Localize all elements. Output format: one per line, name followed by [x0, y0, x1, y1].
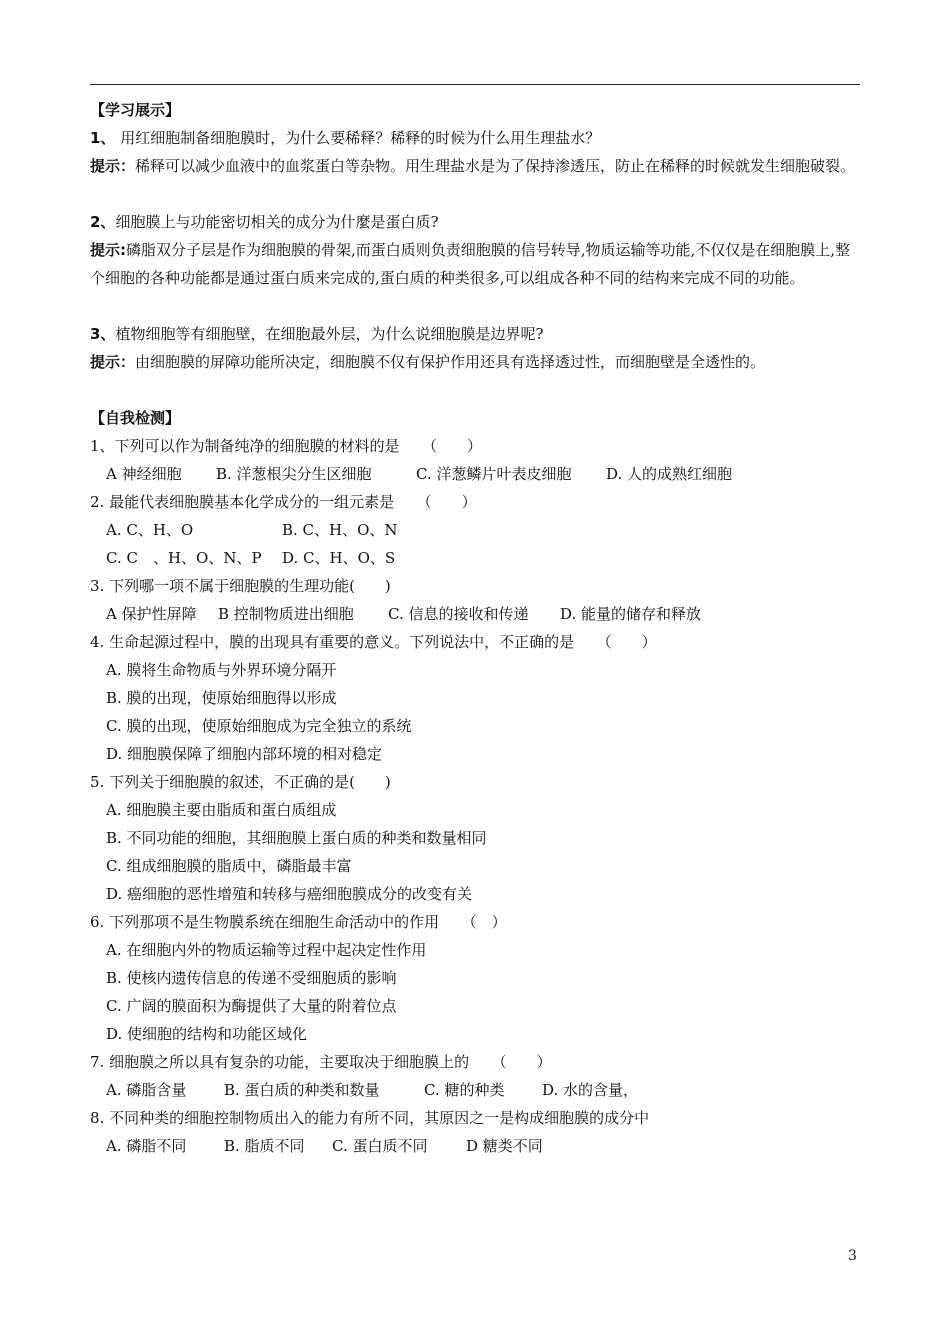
options-row — [90, 1076, 860, 1104]
options-row — [90, 460, 860, 488]
test-question-4: 4. 生命起源过程中，膜的出现具有重要的意义。下列说法中，不正确的是 （ ） — [90, 633, 657, 651]
document-body — [90, 96, 860, 1160]
test-question-2: 2. 最能代表细胞膜基本化学成分的一组元素是 （ ） — [90, 493, 477, 511]
study-hint-3 — [90, 348, 860, 376]
option-a: A. 细胞膜主要由脂质和蛋白质组成 — [106, 801, 337, 819]
option-a: A. C、H、O — [106, 521, 194, 539]
study-question-3 — [90, 320, 860, 348]
question-number: 2、 — [90, 213, 116, 231]
question-number: 1、 — [90, 129, 116, 147]
option-a: A. 磷脂不同 — [106, 1137, 187, 1155]
option-b: B 控制物质进出细胞 — [218, 605, 354, 623]
hint-label: 提示: — [90, 241, 126, 259]
hint-text: 稀释可以减少血液中的血浆蛋白等杂物。用生理盐水是为了保持渗透压，防止在稀释的时候就发生细胞破裂。 — [135, 157, 856, 175]
page-number: 3 — [848, 1248, 857, 1264]
option-b: B. C、H、O、N — [282, 521, 398, 539]
options-row — [90, 516, 860, 544]
option-c: C. 蛋白质不同 — [332, 1137, 428, 1155]
option-a: A. 在细胞内外的物质运输等过程中起决定性作用 — [106, 941, 427, 959]
option-b: B. 脂质不同 — [224, 1137, 305, 1155]
hint-label: 提示： — [90, 353, 136, 371]
question-text: 植物细胞等有细胞壁，在细胞最外层，为什么说细胞膜是边界呢? — [115, 325, 544, 343]
section-title-test: 【自我检测】 — [90, 409, 181, 427]
option-b: B. 洋葱根尖分生区细胞 — [216, 465, 372, 483]
test-question-5: 5. 下列关于细胞膜的叙述，不正确的是( ) — [90, 773, 391, 791]
hint-label: 提示： — [90, 157, 136, 175]
option-b: B. 使核内遗传信息的传递不受细胞质的影响 — [106, 969, 397, 987]
options-row — [90, 600, 860, 628]
study-hint-1 — [90, 152, 860, 180]
option-d: D. 人的成熟红细胞 — [606, 465, 733, 483]
option-b: B. 不同功能的细胞，其细胞膜上蛋白质的种类和数量相同 — [106, 829, 487, 847]
option-c: C. 信息的接收和传递 — [388, 605, 529, 623]
hint-text: 磷脂双分子层是作为细胞膜的骨架,而蛋白质则负责细胞膜的信号转导,物质运输等功能,不仅仅是在细胞膜上,整个细胞的各种功能都是通过蛋白质来完成的,蛋白质的种类很多,可以组成各种不同的结构来完成不同的功能。 — [90, 241, 851, 287]
options-row — [90, 544, 860, 572]
option-c: C. 广阔的膜面积为酶提供了大量的附着位点 — [106, 997, 397, 1015]
option-d: D. 使细胞的结构和功能区域化 — [106, 1025, 308, 1043]
question-text: 细胞膜上与功能密切相关的成分为什麼是蛋白质? — [115, 213, 439, 231]
option-c: C. 组成细胞膜的脂质中，磷脂最丰富 — [106, 857, 352, 875]
test-question-6: 6. 下列那项不是生物膜系统在细胞生命活动中的作用 （ ） — [90, 913, 507, 931]
option-a: A 神经细胞 — [106, 465, 182, 483]
test-question-3: 3. 下列哪一项不属于细胞膜的生理功能( ) — [90, 577, 391, 595]
test-question-7: 7. 细胞膜之所以具有复杂的功能，主要取决于细胞膜上的 （ ） — [90, 1053, 552, 1071]
option-b: B. 蛋白质的种类和数量 — [224, 1081, 380, 1099]
hint-text: 由细胞膜的屏障功能所决定，细胞膜不仅有保护作用还具有选择透过性，而细胞壁是全透性的。 — [135, 353, 766, 371]
option-d: D. 细胞膜保障了细胞内部环境的相对稳定 — [106, 745, 383, 763]
header-rule — [90, 84, 860, 85]
option-b: B. 膜的出现，使原始细胞得以形成 — [106, 689, 337, 707]
study-question-2 — [90, 208, 860, 236]
option-d: D. 水的含量， — [542, 1081, 639, 1099]
option-d: D. 癌细胞的恶性增殖和转移与癌细胞膜成分的改变有关 — [106, 885, 473, 903]
option-c: C. 洋葱鳞片叶表皮细胞 — [416, 465, 572, 483]
option-a: A. 膜将生命物质与外界环境分隔开 — [106, 661, 337, 679]
study-hint-2 — [90, 236, 860, 292]
section-title-study: 【学习展示】 — [90, 101, 181, 119]
question-text: 用红细胞制备细胞膜时，为什么要稀释？稀释的时候为什么用生理盐水？ — [115, 129, 601, 147]
option-c: C. 糖的种类 — [424, 1081, 505, 1099]
option-d: D. 能量的储存和释放 — [560, 605, 702, 623]
options-row — [90, 1132, 860, 1160]
option-d: D. C、H、O、S — [282, 549, 396, 567]
option-c: C. 膜的出现，使原始细胞成为完全独立的系统 — [106, 717, 412, 735]
test-question-8: 8. 不同种类的细胞控制物质出入的能力有所不同，其原因之一是构成细胞膜的成分中 — [90, 1109, 650, 1127]
option-a: A. 磷脂含量 — [106, 1081, 187, 1099]
option-a: A 保护性屏障 — [106, 605, 197, 623]
option-d: D 糖类不同 — [466, 1137, 543, 1155]
option-c: C. C 、H、O、N、P — [106, 549, 262, 567]
test-question-1: 1、下列可以作为制备纯净的细胞膜的材料的是 （ ） — [90, 437, 483, 455]
study-question-1 — [90, 124, 860, 152]
question-number: 3、 — [90, 325, 116, 343]
